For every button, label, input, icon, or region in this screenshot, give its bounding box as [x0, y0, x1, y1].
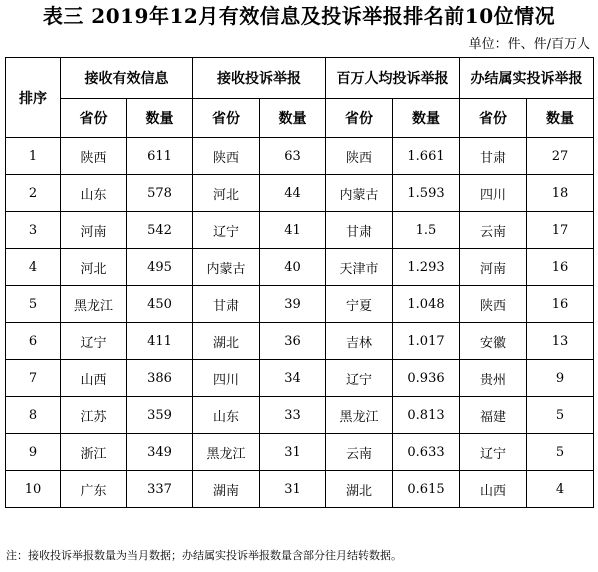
- province-cell: 辽宁: [193, 212, 260, 249]
- count-cell: 9: [527, 360, 594, 397]
- subheader-count: 数量: [527, 99, 594, 138]
- province-cell: 辽宁: [326, 360, 393, 397]
- count-cell: 44: [260, 175, 326, 212]
- subheader-province: 省份: [326, 99, 393, 138]
- province-cell: 云南: [460, 212, 527, 249]
- count-cell: 40: [260, 249, 326, 286]
- province-cell: 山西: [61, 360, 127, 397]
- count-cell: 1.017: [393, 323, 460, 360]
- count-cell: 1.661: [393, 138, 460, 175]
- province-cell: 宁夏: [326, 286, 393, 323]
- count-cell: 5: [527, 434, 594, 471]
- rank-cell: 8: [6, 397, 61, 434]
- count-cell: 34: [260, 360, 326, 397]
- table-row: [6, 434, 594, 471]
- province-cell: 陕西: [61, 138, 127, 175]
- province-cell: 吉林: [326, 323, 393, 360]
- count-cell: 36: [260, 323, 326, 360]
- count-cell: 349: [127, 434, 193, 471]
- table-title: 表三 2019年12月有效信息及投诉举报排名前10位情况: [42, 4, 556, 28]
- count-cell: 4: [527, 471, 594, 508]
- count-cell: 1.593: [393, 175, 460, 212]
- province-cell: 福建: [460, 397, 527, 434]
- province-cell: 山东: [61, 175, 127, 212]
- province-cell: 辽宁: [61, 323, 127, 360]
- province-cell: 内蒙古: [193, 249, 260, 286]
- count-cell: 359: [127, 397, 193, 434]
- province-cell: 黑龙江: [326, 397, 393, 434]
- subheader-province: 省份: [193, 99, 260, 138]
- province-cell: 黑龙江: [61, 286, 127, 323]
- count-cell: 41: [260, 212, 326, 249]
- unit-label: 单位：件、件/百万人: [468, 37, 590, 52]
- count-cell: 611: [127, 138, 193, 175]
- count-cell: 1.5: [393, 212, 460, 249]
- rank-cell: 9: [6, 434, 61, 471]
- count-cell: 31: [260, 434, 326, 471]
- table-row: [6, 249, 594, 286]
- count-cell: 16: [527, 249, 594, 286]
- province-cell: 湖南: [193, 471, 260, 508]
- footnote: 注：接收投诉举报数量为当月数据；办结属实投诉举报数量含部分往月结转数据。: [6, 549, 402, 562]
- count-cell: 337: [127, 471, 193, 508]
- province-cell: 甘肃: [326, 212, 393, 249]
- province-cell: 辽宁: [460, 434, 527, 471]
- table-body: [6, 138, 594, 508]
- header-valid-info: 接收有效信息: [61, 58, 193, 99]
- count-cell: 33: [260, 397, 326, 434]
- province-cell: 四川: [193, 360, 260, 397]
- count-cell: 16: [527, 286, 594, 323]
- count-cell: 450: [127, 286, 193, 323]
- table-row: [6, 138, 594, 175]
- table-row: [6, 323, 594, 360]
- province-cell: 陕西: [326, 138, 393, 175]
- table-row: [6, 397, 594, 434]
- subheader-province: 省份: [460, 99, 527, 138]
- province-cell: 浙江: [61, 434, 127, 471]
- subheader-count: 数量: [260, 99, 326, 138]
- count-cell: 1.048: [393, 286, 460, 323]
- province-cell: 甘肃: [193, 286, 260, 323]
- rank-cell: 5: [6, 286, 61, 323]
- province-cell: 黑龙江: [193, 434, 260, 471]
- province-cell: 天津市: [326, 249, 393, 286]
- header-rank: 排序: [6, 58, 61, 138]
- count-cell: 386: [127, 360, 193, 397]
- province-cell: 河北: [61, 249, 127, 286]
- province-cell: 河南: [460, 249, 527, 286]
- count-cell: 17: [527, 212, 594, 249]
- province-cell: 安徽: [460, 323, 527, 360]
- count-cell: 495: [127, 249, 193, 286]
- rank-cell: 1: [6, 138, 61, 175]
- rank-cell: 7: [6, 360, 61, 397]
- province-cell: 湖北: [326, 471, 393, 508]
- province-cell: 贵州: [460, 360, 527, 397]
- rank-cell: 2: [6, 175, 61, 212]
- table-row: [6, 471, 594, 508]
- province-cell: 广东: [61, 471, 127, 508]
- count-cell: 578: [127, 175, 193, 212]
- header-resolved: 办结属实投诉举报: [460, 58, 594, 99]
- count-cell: 13: [527, 323, 594, 360]
- province-cell: 四川: [460, 175, 527, 212]
- count-cell: 0.813: [393, 397, 460, 434]
- count-cell: 63: [260, 138, 326, 175]
- table-row: [6, 360, 594, 397]
- table-row: [6, 175, 594, 212]
- subheader-count: 数量: [127, 99, 193, 138]
- rank-cell: 6: [6, 323, 61, 360]
- count-cell: 542: [127, 212, 193, 249]
- count-cell: 31: [260, 471, 326, 508]
- subheader-province: 省份: [61, 99, 127, 138]
- province-cell: 河北: [193, 175, 260, 212]
- province-cell: 陕西: [193, 138, 260, 175]
- count-cell: 411: [127, 323, 193, 360]
- count-cell: 5: [527, 397, 594, 434]
- province-cell: 内蒙古: [326, 175, 393, 212]
- header-per-million: 百万人均投诉举报: [326, 58, 460, 99]
- province-cell: 江苏: [61, 397, 127, 434]
- province-cell: 甘肃: [460, 138, 527, 175]
- count-cell: 0.615: [393, 471, 460, 508]
- province-cell: 湖北: [193, 323, 260, 360]
- table-row: [6, 212, 594, 249]
- table-row: [6, 286, 594, 323]
- province-cell: 山西: [460, 471, 527, 508]
- count-cell: 0.633: [393, 434, 460, 471]
- province-cell: 山东: [193, 397, 260, 434]
- rank-cell: 10: [6, 471, 61, 508]
- subheader-count: 数量: [393, 99, 460, 138]
- count-cell: 1.293: [393, 249, 460, 286]
- count-cell: 0.936: [393, 360, 460, 397]
- count-cell: 27: [527, 138, 594, 175]
- province-cell: 河南: [61, 212, 127, 249]
- header-complaints: 接收投诉举报: [193, 58, 326, 99]
- ranking-table: [5, 57, 594, 508]
- count-cell: 39: [260, 286, 326, 323]
- province-cell: 陕西: [460, 286, 527, 323]
- count-cell: 18: [527, 175, 594, 212]
- rank-cell: 4: [6, 249, 61, 286]
- province-cell: 云南: [326, 434, 393, 471]
- rank-cell: 3: [6, 212, 61, 249]
